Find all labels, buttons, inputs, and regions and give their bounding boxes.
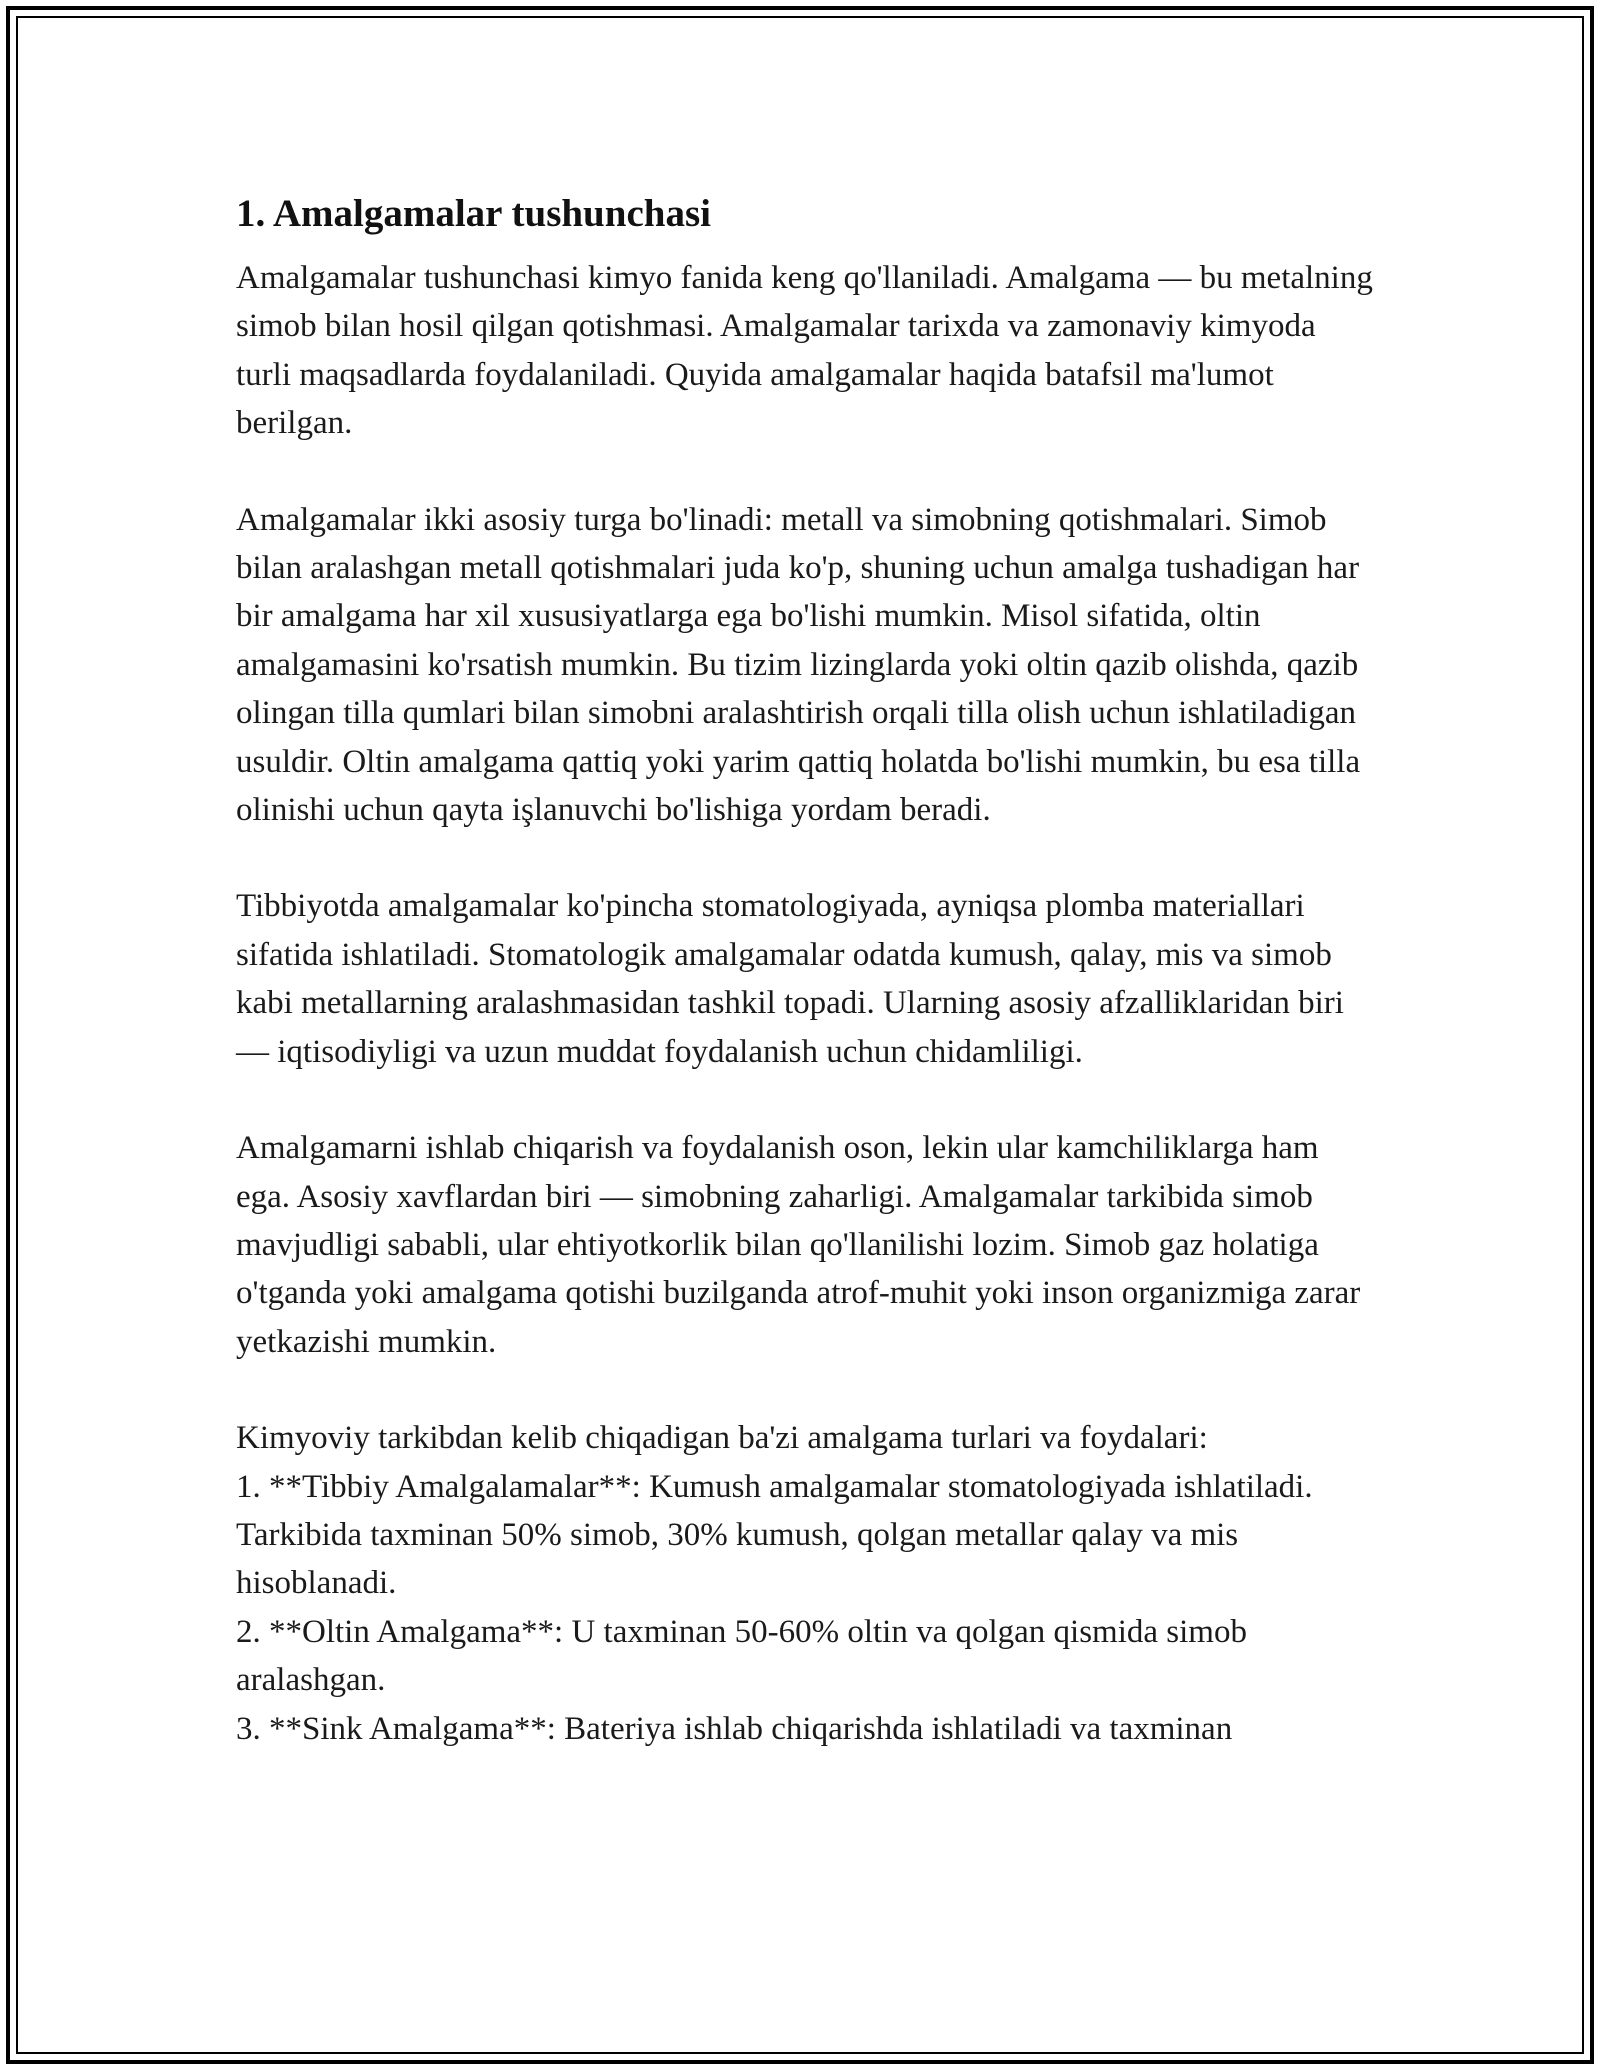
list-item-medical-amalgam: 1. **Tibbiy Amalgalamalar**: Kumush amalgamalar stomatologiyada ishlatiladi. Tarkibida taxminan 50% simob, 30% kumush, qolgan metallar qalay va mis hisoblanadi.: [236, 1468, 1313, 1602]
paragraph-medicine: Tibbiyotda amalgamalar ko'pincha stomatologiyada, ayniqsa plomba materiallari sifatida ishlatiladi. Stomatologik amalgamalar odatda kumush, qalay, mis va simob kabi metallarning aralashmasidan tashkil topadi. Ularning asosiy afzalliklaridan biri — iqtisodiyligi va uzun muddat foydalanish uchun chidamliligi.: [236, 888, 1344, 1070]
list-intro: Kimyoviy tarkibdan kelib chiqadigan ba'zi amalgama turlari va foydalari:: [236, 1420, 1208, 1457]
list-item-zinc-amalgam: 3. **Sink Amalgama**: Bateriya ishlab chiqarishda ishlatiladi va taxminan: [236, 1710, 1233, 1747]
section-heading: 1. Amalgamalar tushunchasi: [236, 192, 711, 235]
list-item-gold-amalgam: 2. **Oltin Amalgama**: U taxminan 50-60% oltin va qolgan qismida simob aralashgan.: [236, 1613, 1247, 1699]
paragraph-intro: Amalgamalar tushunchasi kimyo fanida keng qo'llaniladi. Amalgama — bu metalning simob bilan hosil qilgan qotishmasi. Amalgamalar tarixda va zamonaviy kimyoda turli maqsadlarda foydalaniladi. Quyida amalgamalar haqida batafsil ma'lumot berilgan.: [236, 260, 1373, 442]
document-body: [236, 184, 1376, 1753]
paragraph-drawbacks: Amalgamarni ishlab chiqarish va foydalanish oson, lekin ular kamchiliklarga ham ega. Asosiy xavflardan biri — simobning zaharligi. Amalgamalar tarkibida simob mavjudligi sababli, ular ehtiyotkorlik bilan qo'llanilishi lozim. Simob gaz holatiga o'tganda yoki amalgama qotishi buzilganda atrof-muhit yoki inson organizmiga zarar yetkazishi mumkin.: [236, 1130, 1361, 1360]
paragraph-types: Amalgamalar ikki asosiy turga bo'linadi: metall va simobning qotishmalari. Simob bilan aralashgan metall qotishmalari juda ko'p, shuning uchun amalga tushadigan har bir amalgama har xil xususiyatlarga ega bo'lishi mumkin. Misol sifatida, oltin amalgamasini ko'rsatish mumkin. Bu tizim lizinglarda yoki oltin qazib olishda, qazib olingan tilla qumlari bilan simobni aralashtirish orqali tilla olish uchun ishlatiladigan usuldir. Oltin amalgama qattiq yoki yarim qattiq holatda bo'lishi mumkin, bu esa tilla olinishi uchun qayta işlanuvchi bo'lishiga yordam beradi.: [236, 501, 1361, 829]
